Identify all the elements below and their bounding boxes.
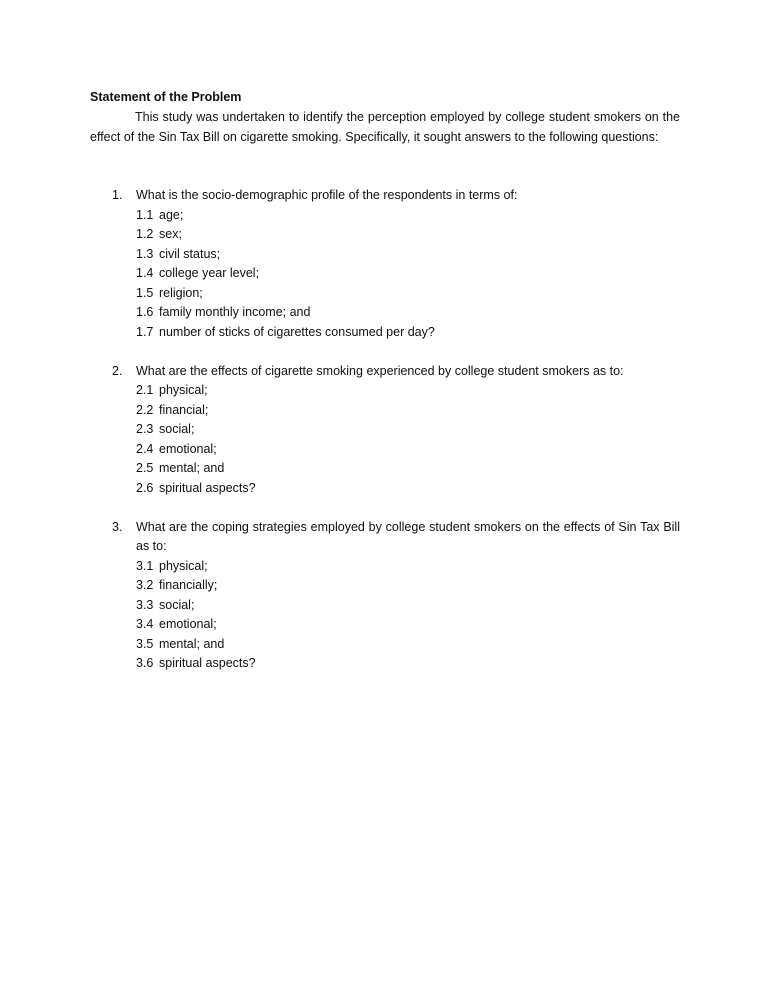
sub-item-number: 1.4 bbox=[136, 266, 154, 280]
sub-item bbox=[136, 479, 680, 499]
sub-item bbox=[136, 206, 680, 226]
sub-item bbox=[136, 459, 680, 479]
sub-item-number: 2.5 bbox=[136, 461, 154, 475]
sub-item bbox=[136, 420, 680, 440]
sub-item bbox=[136, 225, 680, 245]
sub-item-number: 2.4 bbox=[136, 441, 154, 456]
sub-item bbox=[136, 440, 680, 460]
sub-item-number: 2.3 bbox=[136, 422, 154, 436]
sub-item bbox=[136, 264, 680, 284]
sub-item-text: social; bbox=[159, 597, 195, 612]
sub-item-number: 2.1 bbox=[136, 383, 154, 397]
question-list bbox=[90, 186, 680, 674]
document-page bbox=[90, 88, 680, 674]
question-number: 2. bbox=[112, 363, 123, 378]
sub-item-text: physical; bbox=[159, 558, 208, 573]
sub-item bbox=[136, 557, 680, 577]
sub-item-text: religion; bbox=[159, 285, 203, 300]
sub-item-number: 1.5 bbox=[136, 285, 154, 300]
sub-item-text: age; bbox=[159, 207, 184, 222]
question-item bbox=[90, 186, 680, 342]
sub-item bbox=[136, 245, 680, 265]
sub-item-number: 3.3 bbox=[136, 597, 154, 612]
sub-item bbox=[136, 284, 680, 304]
sub-item-number: 3.4 bbox=[136, 617, 154, 631]
sub-item-text: financially; bbox=[159, 578, 218, 592]
intro-paragraph: This study was undertaken to identify the perception employed by college student smokers on the effect of the Sin Tax Bill on cigarette smoking. Specifically, it sought answers to the following questions: bbox=[90, 110, 680, 144]
sub-item-number: 3.5 bbox=[136, 636, 154, 651]
sub-item-number: 3.2 bbox=[136, 578, 154, 592]
sub-item-text: spiritual aspects? bbox=[159, 656, 256, 670]
sub-item-number: 1.2 bbox=[136, 227, 154, 241]
sub-item-list bbox=[136, 557, 680, 674]
section-heading: Statement of the Problem bbox=[90, 90, 242, 104]
sub-item-text: sex; bbox=[159, 227, 182, 241]
sub-item bbox=[136, 381, 680, 401]
sub-item-number: 1.1 bbox=[136, 207, 154, 222]
sub-item-text: mental; and bbox=[159, 636, 225, 651]
sub-item-number: 1.3 bbox=[136, 246, 154, 261]
sub-item-text: financial; bbox=[159, 402, 209, 417]
question-text: What is the socio-demographic profile of the respondents in terms of: bbox=[136, 188, 518, 202]
sub-item bbox=[136, 303, 680, 323]
sub-item-text: emotional; bbox=[159, 441, 217, 456]
sub-item-number: 1.6 bbox=[136, 305, 154, 319]
sub-item-text: physical; bbox=[159, 383, 208, 397]
question-text: What are the effects of cigarette smoking experienced by college student smokers as to: bbox=[136, 363, 624, 378]
sub-item-list bbox=[136, 381, 680, 498]
sub-item bbox=[136, 323, 680, 343]
sub-item-number: 3.6 bbox=[136, 656, 154, 670]
question-item bbox=[90, 362, 680, 499]
sub-item bbox=[136, 576, 680, 596]
sub-item-number: 2.2 bbox=[136, 402, 154, 417]
sub-item-text: college year level; bbox=[159, 266, 260, 280]
sub-item-text: civil status; bbox=[159, 246, 221, 261]
sub-item-text: social; bbox=[159, 422, 195, 436]
sub-item-text: family monthly income; and bbox=[159, 305, 311, 319]
sub-item-text: mental; and bbox=[159, 461, 225, 475]
sub-item bbox=[136, 596, 680, 616]
question-number: 1. bbox=[112, 188, 123, 202]
question-number: 3. bbox=[112, 519, 123, 534]
sub-item-text: number of sticks of cigarettes consumed per day? bbox=[159, 324, 435, 339]
question-text: What are the coping strategies employed by college student smokers on the effects of Sin Tax Bill as to: bbox=[136, 519, 680, 553]
sub-item-text: spiritual aspects? bbox=[159, 480, 256, 495]
sub-item bbox=[136, 654, 680, 674]
sub-item-list bbox=[136, 206, 680, 343]
sub-item bbox=[136, 615, 680, 635]
sub-item bbox=[136, 635, 680, 655]
question-item bbox=[90, 518, 680, 674]
sub-item-text: emotional; bbox=[159, 617, 217, 631]
sub-item-number: 2.6 bbox=[136, 480, 154, 495]
sub-item bbox=[136, 401, 680, 421]
sub-item-number: 3.1 bbox=[136, 558, 154, 573]
sub-item-number: 1.7 bbox=[136, 324, 154, 339]
